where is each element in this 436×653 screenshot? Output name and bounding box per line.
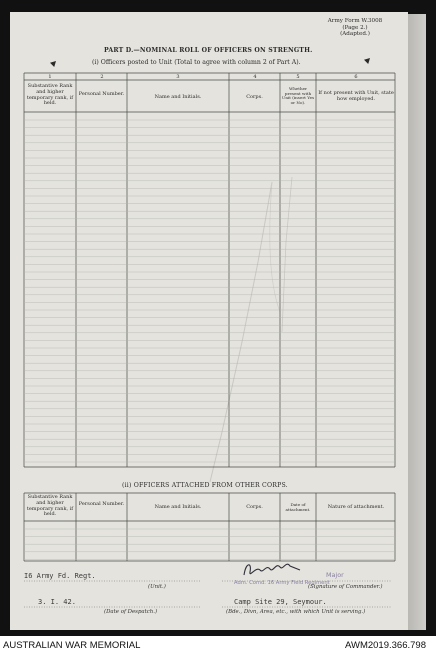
unit-value: I6 Army Fd. Regt. <box>24 572 96 580</box>
header-present: Whether present with Unit (insert Yes or No). <box>281 86 315 106</box>
section-two-title: (ii) OFFICERS ATTACHED FROM OTHER CORPS. <box>122 482 288 489</box>
section-one-title: (i) Officers posted to Unit (Total to agree with column 2 of Part A). <box>92 59 301 66</box>
location-value: Camp Site 29, Seymour. <box>234 598 327 606</box>
col-number-6: 6 <box>354 74 358 80</box>
attached-header-personal-number: Personal Number. <box>78 501 125 507</box>
attached-header-nature: Nature of attachment. <box>327 504 385 510</box>
col-number-3: 3 <box>176 74 180 80</box>
signature-caption: (Signature of Commander.) <box>308 584 383 590</box>
header-name: Name and Initials. <box>154 94 202 100</box>
despatch-date-caption: (Date of Despatch.) <box>104 609 158 615</box>
col-number-4: 4 <box>253 74 257 80</box>
despatch-date-value: 3. I. 42. <box>38 598 76 606</box>
header-personal-number: Personal Number. <box>78 91 125 97</box>
part-title: PART D.—NOMINAL ROLL OF OFFICERS ON STRENGTH. <box>104 47 313 54</box>
credit-institution: AUSTRALIAN WAR MEMORIAL <box>3 640 141 651</box>
attached-header-rank: Substantive Rank and higher temporary rank, if held. <box>26 494 74 518</box>
commander-signature <box>244 564 300 575</box>
stamp-rank: Major <box>326 571 344 579</box>
header-not-present: If not present with Unit, state how employed. <box>318 90 394 102</box>
form-adapted: (Adapted.) <box>340 31 370 37</box>
attached-header-name: Name and Initials. <box>154 504 202 510</box>
stamp-title: Adm. Comd. 16 Army Field Regiment <box>234 580 330 586</box>
header-corps: Corps. <box>246 94 263 100</box>
form-page: (Page 2.) <box>342 25 368 31</box>
form-number: Army Form W.3008 <box>327 18 383 24</box>
col-number-5: 5 <box>296 74 300 80</box>
attached-header-date: Date of attachment. <box>285 502 311 512</box>
credit-accession-number: AWM2019.366.798 <box>345 640 426 651</box>
col-number-1: 1 <box>48 74 52 80</box>
attached-header-corps: Corps. <box>246 504 263 510</box>
location-caption: (Bde., Divn, Area, etc., with which Unit is serving.) <box>226 609 366 615</box>
unit-caption: (Unit.) <box>148 584 166 590</box>
col-number-2: 2 <box>100 74 104 80</box>
header-rank: Substantive Rank and higher temporary rank, if held. <box>26 83 74 107</box>
